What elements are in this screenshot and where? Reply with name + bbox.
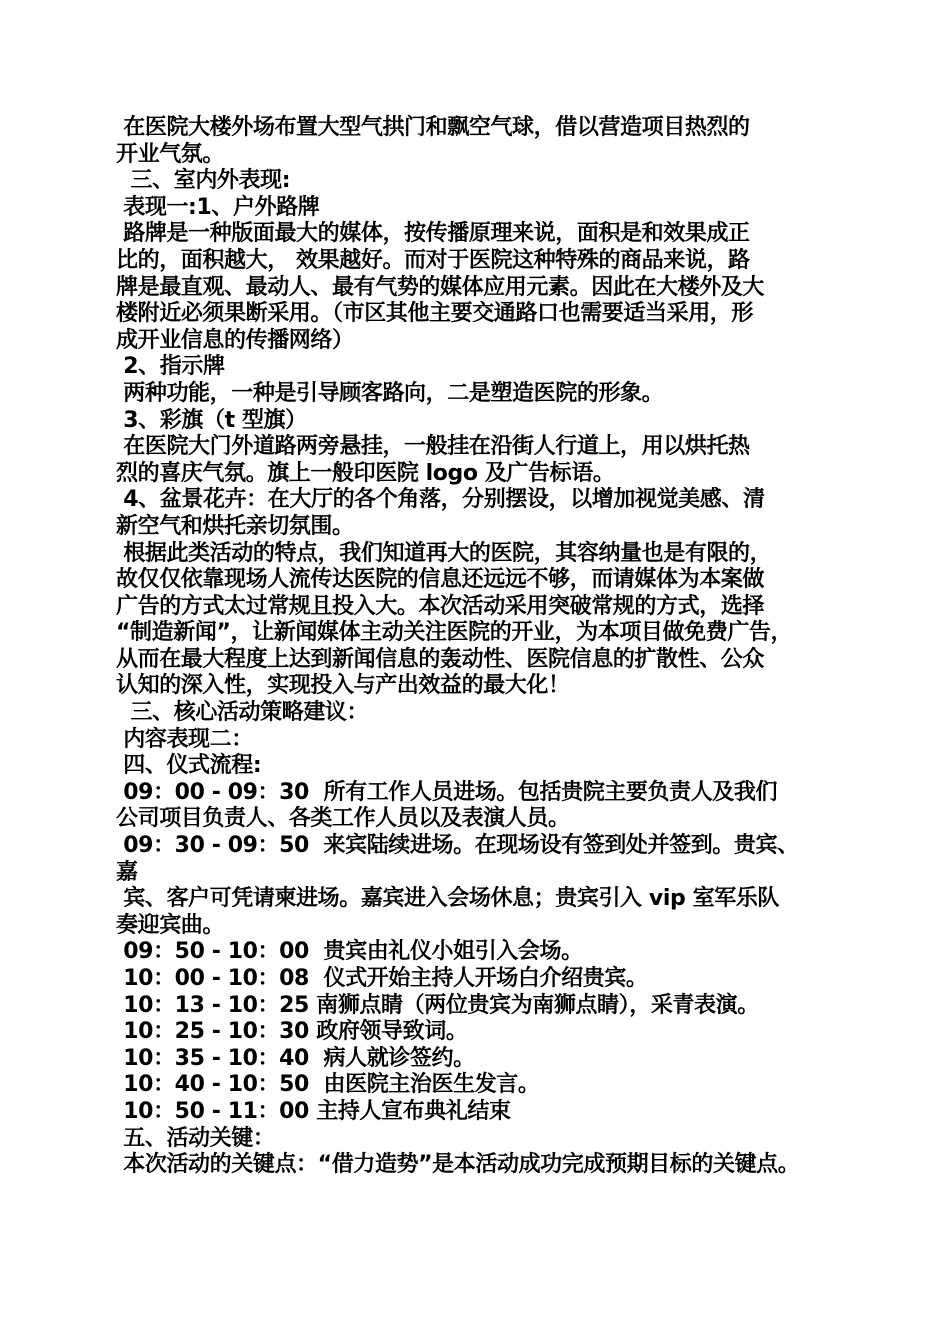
subsection-heading: 内容表现二： xyxy=(116,726,253,752)
section-heading: 三、室内外表现: xyxy=(116,168,291,194)
text-line: 从而在最大程度上达到新闻信息的轰动性、医院信息的扩散性、公众 xyxy=(116,646,765,672)
text-line: 楼附近必须果断采用。（市区其他主要交通路口也需要适当采用，形 xyxy=(116,301,754,327)
schedule-line: 10：35 - 10：40 病人就诊签约。 xyxy=(116,1045,475,1071)
text-line: 公司项目负责人、各类工作人员以及表演人员。 xyxy=(116,806,570,832)
section-heading: 五、活动关键： xyxy=(116,1125,275,1151)
text-line: 嘉 xyxy=(116,859,138,885)
text-line: “制造新闻”，让新闻媒体主动关注医院的开业，为本项目做免费广告， xyxy=(116,620,793,646)
text-line: 奏迎宾曲。 xyxy=(116,912,225,938)
text-line: 故仅仅依靠现场人流传达医院的信息还远远不够，而请媒体为本案做 xyxy=(116,567,765,593)
text-line: 广告的方式太过常规且投入大。本次活动采用突破常规的方式，选择 xyxy=(116,593,765,619)
schedule-line: 10：50 - 11：00 主持人宣布典礼结束 xyxy=(116,1098,511,1124)
text-line: 根据此类活动的特点，我们知道再大的医院，其容纳量也是有限的， xyxy=(116,540,772,566)
subsection-heading: 3、彩旗（t 型旗） xyxy=(116,407,307,433)
text-line: 烈的喜庆气氛。旗上一般印医院 logo 及广告标语。 xyxy=(116,460,615,486)
section-heading: 四、仪式流程: xyxy=(116,753,262,779)
subsection-heading: 表现一:1、户外路牌 xyxy=(116,194,320,220)
text-line: 两种功能，一种是引导顾客路向，二是塑造医院的形象。 xyxy=(116,380,664,406)
subsection-heading: 2、指示牌 xyxy=(116,354,225,380)
text-line: 路牌是一种版面最大的媒体，按传播原理来说，面积是和效果成正 xyxy=(116,221,750,247)
text-line: 认知的深入性，实现投入与产出效益的最大化！ xyxy=(116,673,570,699)
text-line: 4、盆景花卉：在大厅的各个角落，分别摆设，以增加视觉美感、清 xyxy=(116,487,765,513)
schedule-line: 10：13 - 10：25 南狮点睛（两位贵宾为南狮点睛），采青表演。 xyxy=(116,992,759,1018)
text-line: 本次活动的关键点：“借力造势”是本活动成功完成预期目标的关键点。 xyxy=(116,1152,800,1178)
schedule-line: 10：40 - 10：50 由医院主治医生发言。 xyxy=(116,1072,540,1098)
text-line: 比的，面积越大， 效果越好。而对于医院这种特殊的商品来说，路 xyxy=(116,247,750,273)
section-heading: 三、核心活动策略建议： xyxy=(116,700,369,726)
text-line: 成开业信息的传播网络） xyxy=(116,327,354,353)
document-body xyxy=(116,115,856,1179)
schedule-line: 09：30 - 09：50 来宾陆续进场。在现场设有签到处并签到。贵宾、 xyxy=(116,833,799,859)
text-line: 牌是最直观、最动人、最有气势的媒体应用元素。因此在大楼外及大 xyxy=(116,274,765,300)
schedule-line: 10：25 - 10：30 政府领导致词。 xyxy=(116,1019,468,1045)
text-line: 开业气氛。 xyxy=(116,141,225,167)
schedule-line: 09：00 - 09：30 所有工作人员进场。包括贵院主要负责人及我们 xyxy=(116,779,778,805)
text-line: 在医院大楼外场布置大型气拱门和飘空气球，借以营造项目热烈的 xyxy=(116,115,750,140)
text-line: 新空气和烘托亲切氛围。 xyxy=(116,513,354,539)
text-line: 在医院大门外道路两旁悬挂，一般挂在沿街人行道上，用以烘托热 xyxy=(116,434,750,460)
text-line: 宾、客户可凭请柬进场。嘉宾进入会场休息；贵宾引入 vip 室军乐队 xyxy=(116,886,780,912)
schedule-line: 10：00 - 10：08 仪式开始主持人开场白介绍贵宾。 xyxy=(116,966,648,991)
schedule-line: 09：50 - 10：00 贵宾由礼仪小姐引入会场。 xyxy=(116,939,583,965)
